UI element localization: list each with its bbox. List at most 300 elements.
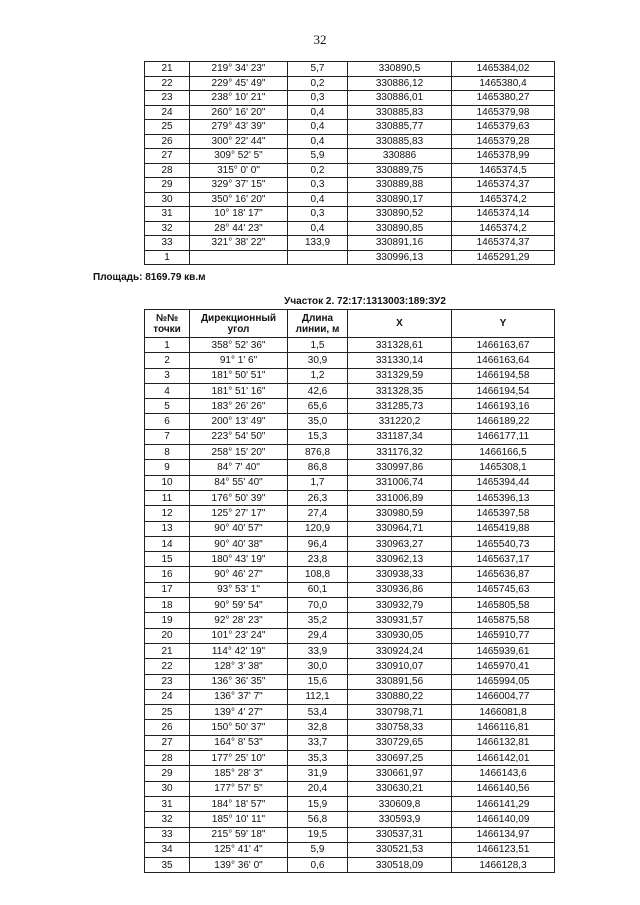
- point-number-cell: 12: [145, 506, 190, 521]
- y-coordinate-cell: 1465397,58: [452, 506, 555, 521]
- bearing-cell: 350° 16' 20": [190, 192, 288, 207]
- line-length-cell: 0,3: [288, 207, 348, 222]
- line-length-cell: 42,6: [288, 383, 348, 398]
- point-number-cell: 5: [145, 399, 190, 414]
- table-row: [145, 720, 555, 735]
- y-coordinate-cell: 1466134,97: [452, 827, 555, 842]
- y-coordinate-cell: 1466140,09: [452, 812, 555, 827]
- x-coordinate-cell: 330889,88: [348, 178, 452, 193]
- x-coordinate-cell: 330891,56: [348, 674, 452, 689]
- area-label: Площадь: 8169.79 кв.м: [93, 272, 206, 283]
- point-number-cell: 28: [145, 751, 190, 766]
- table-row: [145, 582, 555, 597]
- y-coordinate-cell: 1466123,51: [452, 842, 555, 857]
- line-length-cell: 15,3: [288, 429, 348, 444]
- x-coordinate-cell: 331328,61: [348, 338, 452, 353]
- table-row: [145, 383, 555, 398]
- point-number-cell: 26: [145, 134, 190, 149]
- line-length-cell: 27,4: [288, 506, 348, 521]
- bearing-cell: 177° 25' 10": [190, 751, 288, 766]
- header-point-number: [145, 310, 190, 338]
- point-number-cell: 10: [145, 475, 190, 490]
- y-coordinate-cell: 1465910,77: [452, 628, 555, 643]
- point-number-cell: 1: [145, 338, 190, 353]
- y-coordinate-cell: 1466141,29: [452, 796, 555, 811]
- x-coordinate-cell: 330936,86: [348, 582, 452, 597]
- table-row: [145, 490, 555, 505]
- point-number-cell: 33: [145, 236, 190, 251]
- point-number-cell: 22: [145, 659, 190, 674]
- x-coordinate-cell: 330886,12: [348, 76, 452, 91]
- line-length-cell: 0,2: [288, 163, 348, 178]
- line-length-cell: 5,9: [288, 149, 348, 164]
- y-coordinate-cell: 1465419,88: [452, 521, 555, 536]
- bearing-cell: 321° 38' 22": [190, 236, 288, 251]
- y-coordinate-cell: 1465994,05: [452, 674, 555, 689]
- table-row: [145, 399, 555, 414]
- point-number-cell: 28: [145, 163, 190, 178]
- point-number-cell: 16: [145, 567, 190, 582]
- y-coordinate-cell: 1466004,77: [452, 689, 555, 704]
- bearing-cell: 139° 36' 0": [190, 858, 288, 873]
- table-row: [145, 163, 555, 178]
- line-length-cell: 120,9: [288, 521, 348, 536]
- bearing-cell: 181° 51' 16": [190, 383, 288, 398]
- header-bearing: [190, 310, 288, 338]
- point-number-cell: 11: [145, 490, 190, 505]
- point-number-cell: 31: [145, 796, 190, 811]
- table-row: [145, 105, 555, 120]
- bearing-cell: 125° 27' 17": [190, 506, 288, 521]
- line-length-cell: 65,6: [288, 399, 348, 414]
- y-coordinate-cell: 1465378,99: [452, 149, 555, 164]
- x-coordinate-cell: 330798,71: [348, 705, 452, 720]
- bearing-cell: 279° 43' 39": [190, 120, 288, 135]
- x-coordinate-cell: 330963,27: [348, 536, 452, 551]
- header-text-line: угол: [227, 323, 250, 335]
- line-length-cell: 0,3: [288, 178, 348, 193]
- line-length-cell: 30,0: [288, 659, 348, 674]
- x-coordinate-cell: 330593,9: [348, 812, 452, 827]
- table-row: [145, 705, 555, 720]
- bearing-cell: 10° 18' 17": [190, 207, 288, 222]
- y-coordinate-cell: 1465291,29: [452, 250, 555, 265]
- x-coordinate-cell: 331285,73: [348, 399, 452, 414]
- y-coordinate-cell: 1466132,81: [452, 735, 555, 750]
- coordinates-table-plot-2: [144, 309, 555, 873]
- table-row: [145, 62, 555, 77]
- line-length-cell: 0,4: [288, 105, 348, 120]
- line-length-cell: 60,1: [288, 582, 348, 597]
- x-coordinate-cell: 330962,13: [348, 552, 452, 567]
- x-coordinate-cell: 330886,01: [348, 91, 452, 106]
- y-coordinate-cell: 1466163,67: [452, 338, 555, 353]
- point-number-cell: 22: [145, 76, 190, 91]
- table-row: [145, 613, 555, 628]
- line-length-cell: 32,8: [288, 720, 348, 735]
- table-row: [145, 521, 555, 536]
- x-coordinate-cell: 330930,05: [348, 628, 452, 643]
- line-length-cell: 35,3: [288, 751, 348, 766]
- y-coordinate-cell: 1466116,81: [452, 720, 555, 735]
- y-coordinate-cell: 1465875,58: [452, 613, 555, 628]
- table-row: [145, 236, 555, 251]
- y-coordinate-cell: 1465379,28: [452, 134, 555, 149]
- bearing-cell: 300° 22' 44": [190, 134, 288, 149]
- line-length-cell: 0,4: [288, 192, 348, 207]
- x-coordinate-cell: 330886: [348, 149, 452, 164]
- x-coordinate-cell: 330910,07: [348, 659, 452, 674]
- y-coordinate-cell: 1466193,16: [452, 399, 555, 414]
- line-length-cell: 1,5: [288, 338, 348, 353]
- x-coordinate-cell: 330609,8: [348, 796, 452, 811]
- table-row: [145, 567, 555, 582]
- y-coordinate-cell: 1465374,5: [452, 163, 555, 178]
- table-row: [145, 120, 555, 135]
- x-coordinate-cell: 330880,22: [348, 689, 452, 704]
- x-coordinate-cell: 330932,79: [348, 598, 452, 613]
- point-number-cell: 14: [145, 536, 190, 551]
- line-length-cell: 108,8: [288, 567, 348, 582]
- line-length-cell: 15,9: [288, 796, 348, 811]
- line-length-cell: 35,2: [288, 613, 348, 628]
- y-coordinate-cell: 1465384,02: [452, 62, 555, 77]
- x-coordinate-cell: 330758,33: [348, 720, 452, 735]
- x-coordinate-cell: 330889,75: [348, 163, 452, 178]
- table-row: [145, 475, 555, 490]
- bearing-cell: 128° 3' 38": [190, 659, 288, 674]
- y-coordinate-cell: 1465970,41: [452, 659, 555, 674]
- x-coordinate-cell: 331330,14: [348, 353, 452, 368]
- table-row: [145, 827, 555, 842]
- table-row: [145, 353, 555, 368]
- x-coordinate-cell: 330980,59: [348, 506, 452, 521]
- table-row: [145, 368, 555, 383]
- line-length-cell: 30,9: [288, 353, 348, 368]
- bearing-cell: 91° 1' 6": [190, 353, 288, 368]
- line-length-cell: 35,0: [288, 414, 348, 429]
- x-coordinate-cell: 330885,77: [348, 120, 452, 135]
- y-coordinate-cell: 1465374,2: [452, 192, 555, 207]
- table-row: [145, 796, 555, 811]
- line-length-cell: 0,4: [288, 134, 348, 149]
- table-row: [145, 598, 555, 613]
- header-line-length: [288, 310, 348, 338]
- bearing-cell: 183° 26' 26": [190, 399, 288, 414]
- table-row: [145, 536, 555, 551]
- point-number-cell: 34: [145, 842, 190, 857]
- y-coordinate-cell: 1466177,11: [452, 429, 555, 444]
- point-number-cell: 17: [145, 582, 190, 597]
- bearing-cell: 28° 44' 23": [190, 221, 288, 236]
- table-row: [145, 207, 555, 222]
- point-number-cell: 15: [145, 552, 190, 567]
- line-length-cell: 33,9: [288, 643, 348, 658]
- bearing-cell: 181° 50' 51": [190, 368, 288, 383]
- x-coordinate-cell: 330890,52: [348, 207, 452, 222]
- y-coordinate-cell: 1465308,1: [452, 460, 555, 475]
- table-row: [145, 552, 555, 567]
- table-row: [145, 506, 555, 521]
- line-length-cell: 53,4: [288, 705, 348, 720]
- bearing-cell: 90° 40' 38": [190, 536, 288, 551]
- y-coordinate-cell: 1465374,37: [452, 178, 555, 193]
- x-coordinate-cell: 331187,34: [348, 429, 452, 444]
- bearing-cell: 315° 0' 0": [190, 163, 288, 178]
- table-row: [145, 445, 555, 460]
- y-coordinate-cell: 1466166,5: [452, 445, 555, 460]
- point-number-cell: 21: [145, 62, 190, 77]
- x-coordinate-cell: 330931,57: [348, 613, 452, 628]
- bearing-cell: 258° 15' 20": [190, 445, 288, 460]
- y-coordinate-cell: 1465374,14: [452, 207, 555, 222]
- line-length-cell: 15,6: [288, 674, 348, 689]
- point-number-cell: 32: [145, 221, 190, 236]
- y-coordinate-cell: 1465540,73: [452, 536, 555, 551]
- page-number: 32: [313, 32, 327, 47]
- line-length-cell: [288, 250, 348, 265]
- table-row: [145, 643, 555, 658]
- table-row: [145, 674, 555, 689]
- bearing-cell: 164° 8' 53": [190, 735, 288, 750]
- table-row: [145, 751, 555, 766]
- y-coordinate-cell: 1465380,4: [452, 76, 555, 91]
- x-coordinate-cell: 330964,71: [348, 521, 452, 536]
- line-length-cell: 876,8: [288, 445, 348, 460]
- bearing-cell: 260° 16' 20": [190, 105, 288, 120]
- bearing-cell: 185° 10' 11": [190, 812, 288, 827]
- y-coordinate-cell: 1465939,61: [452, 643, 555, 658]
- table-row: [145, 659, 555, 674]
- point-number-cell: 21: [145, 643, 190, 658]
- table-row: [145, 628, 555, 643]
- header-y: [452, 310, 555, 338]
- point-number-cell: 18: [145, 598, 190, 613]
- header-text-line: Y: [499, 318, 507, 329]
- bearing-cell: 176° 50' 39": [190, 490, 288, 505]
- x-coordinate-cell: 330890,85: [348, 221, 452, 236]
- point-number-cell: 7: [145, 429, 190, 444]
- section-title: Участок 2. 72:17:1313003:189:ЗУ2: [284, 296, 446, 307]
- line-length-cell: 0,4: [288, 120, 348, 135]
- bearing-cell: [190, 250, 288, 265]
- table-row: [145, 781, 555, 796]
- x-coordinate-cell: 330537,31: [348, 827, 452, 842]
- bearing-cell: 219° 34' 23": [190, 62, 288, 77]
- bearing-cell: 90° 59' 54": [190, 598, 288, 613]
- y-coordinate-cell: 1466194,54: [452, 383, 555, 398]
- bearing-cell: 238° 10' 21": [190, 91, 288, 106]
- point-number-cell: 33: [145, 827, 190, 842]
- table-row: [145, 134, 555, 149]
- table-row: [145, 91, 555, 106]
- bearing-cell: 93° 53' 1": [190, 582, 288, 597]
- table-row: [145, 414, 555, 429]
- y-coordinate-cell: 1466194,58: [452, 368, 555, 383]
- table-row: [145, 149, 555, 164]
- bearing-cell: 90° 46' 27": [190, 567, 288, 582]
- point-number-cell: 27: [145, 149, 190, 164]
- x-coordinate-cell: 330661,97: [348, 766, 452, 781]
- point-number-cell: 24: [145, 689, 190, 704]
- table-row: [145, 250, 555, 265]
- y-coordinate-cell: 1465379,63: [452, 120, 555, 135]
- point-number-cell: 1: [145, 250, 190, 265]
- bearing-cell: 84° 55' 40": [190, 475, 288, 490]
- line-length-cell: 0,4: [288, 221, 348, 236]
- point-number-cell: 13: [145, 521, 190, 536]
- x-coordinate-cell: 330996,13: [348, 250, 452, 265]
- header-text-line: точки: [153, 323, 181, 335]
- bearing-cell: 125° 41' 4": [190, 842, 288, 857]
- x-coordinate-cell: 331176,32: [348, 445, 452, 460]
- line-length-cell: 0,6: [288, 858, 348, 873]
- line-length-cell: 1,7: [288, 475, 348, 490]
- x-coordinate-cell: 331329,59: [348, 368, 452, 383]
- x-coordinate-cell: 331006,89: [348, 490, 452, 505]
- y-coordinate-cell: 1465637,17: [452, 552, 555, 567]
- bearing-cell: 180° 43' 19": [190, 552, 288, 567]
- bearing-cell: 184° 18' 57": [190, 796, 288, 811]
- y-coordinate-cell: 1465745,63: [452, 582, 555, 597]
- y-coordinate-cell: 1466163,64: [452, 353, 555, 368]
- bearing-cell: 150° 50' 37": [190, 720, 288, 735]
- line-length-cell: 29,4: [288, 628, 348, 643]
- line-length-cell: 133,9: [288, 236, 348, 251]
- y-coordinate-cell: 1465380,27: [452, 91, 555, 106]
- point-number-cell: 8: [145, 445, 190, 460]
- y-coordinate-cell: 1465805,58: [452, 598, 555, 613]
- bearing-cell: 223° 54' 50": [190, 429, 288, 444]
- bearing-cell: 101° 23' 24": [190, 628, 288, 643]
- x-coordinate-cell: 330729,65: [348, 735, 452, 750]
- bearing-cell: 185° 28' 3": [190, 766, 288, 781]
- point-number-cell: 2: [145, 353, 190, 368]
- table-header-row: [145, 310, 555, 338]
- line-length-cell: 112,1: [288, 689, 348, 704]
- x-coordinate-cell: 330938,33: [348, 567, 452, 582]
- table-row: [145, 858, 555, 873]
- y-coordinate-cell: 1465374,2: [452, 221, 555, 236]
- bearing-cell: 92° 28' 23": [190, 613, 288, 628]
- x-coordinate-cell: 331328,35: [348, 383, 452, 398]
- bearing-cell: 358° 52' 36": [190, 338, 288, 353]
- line-length-cell: 23,8: [288, 552, 348, 567]
- line-length-cell: 31,9: [288, 766, 348, 781]
- x-coordinate-cell: 330885,83: [348, 105, 452, 120]
- point-number-cell: 23: [145, 674, 190, 689]
- point-number-cell: 9: [145, 460, 190, 475]
- x-coordinate-cell: 330890,17: [348, 192, 452, 207]
- x-coordinate-cell: 330997,86: [348, 460, 452, 475]
- x-coordinate-cell: 330518,09: [348, 858, 452, 873]
- table-row: [145, 338, 555, 353]
- point-number-cell: 30: [145, 781, 190, 796]
- table-row: [145, 842, 555, 857]
- bearing-cell: 136° 36' 35": [190, 674, 288, 689]
- header-text-line: Длина: [301, 312, 334, 324]
- point-number-cell: 26: [145, 720, 190, 735]
- y-coordinate-cell: 1466189,22: [452, 414, 555, 429]
- y-coordinate-cell: 1465394,44: [452, 475, 555, 490]
- point-number-cell: 25: [145, 705, 190, 720]
- point-number-cell: 6: [145, 414, 190, 429]
- bearing-cell: 139° 4' 27": [190, 705, 288, 720]
- table-row: [145, 460, 555, 475]
- bearing-cell: 114° 42' 19": [190, 643, 288, 658]
- table-row: [145, 221, 555, 236]
- point-number-cell: 23: [145, 91, 190, 106]
- table-row: [145, 689, 555, 704]
- line-length-cell: 5,9: [288, 842, 348, 857]
- bearing-cell: 329° 37' 15": [190, 178, 288, 193]
- line-length-cell: 1,2: [288, 368, 348, 383]
- y-coordinate-cell: 1466143,6: [452, 766, 555, 781]
- line-length-cell: 96,4: [288, 536, 348, 551]
- line-length-cell: 0,2: [288, 76, 348, 91]
- bearing-cell: 84° 7' 40": [190, 460, 288, 475]
- bearing-cell: 200° 13' 49": [190, 414, 288, 429]
- coordinates-table-continued: [144, 61, 555, 265]
- bearing-cell: 136° 37' 7": [190, 689, 288, 704]
- point-number-cell: 31: [145, 207, 190, 222]
- x-coordinate-cell: 330885,83: [348, 134, 452, 149]
- y-coordinate-cell: 1465396,13: [452, 490, 555, 505]
- point-number-cell: 35: [145, 858, 190, 873]
- line-length-cell: 86,8: [288, 460, 348, 475]
- point-number-cell: 19: [145, 613, 190, 628]
- y-coordinate-cell: 1465379,98: [452, 105, 555, 120]
- line-length-cell: 26,3: [288, 490, 348, 505]
- header-x: [348, 310, 452, 338]
- y-coordinate-cell: 1465374,37: [452, 236, 555, 251]
- table-row: [145, 178, 555, 193]
- header-text-line: X: [396, 318, 403, 329]
- point-number-cell: 29: [145, 178, 190, 193]
- x-coordinate-cell: 331006,74: [348, 475, 452, 490]
- table-row: [145, 766, 555, 781]
- point-number-cell: 3: [145, 368, 190, 383]
- header-text-line: линии, м: [295, 323, 340, 335]
- bearing-cell: 215° 59' 18": [190, 827, 288, 842]
- y-coordinate-cell: 1466128,3: [452, 858, 555, 873]
- point-number-cell: 24: [145, 105, 190, 120]
- x-coordinate-cell: 330521,53: [348, 842, 452, 857]
- header-text-line: №№: [155, 312, 179, 324]
- point-number-cell: 32: [145, 812, 190, 827]
- point-number-cell: 30: [145, 192, 190, 207]
- x-coordinate-cell: 330890,5: [348, 62, 452, 77]
- point-number-cell: 4: [145, 383, 190, 398]
- y-coordinate-cell: 1465636,87: [452, 567, 555, 582]
- x-coordinate-cell: 331220,2: [348, 414, 452, 429]
- bearing-cell: 177° 57' 5": [190, 781, 288, 796]
- x-coordinate-cell: 330891,16: [348, 236, 452, 251]
- bearing-cell: 309° 52' 5": [190, 149, 288, 164]
- x-coordinate-cell: 330697,25: [348, 751, 452, 766]
- line-length-cell: 19,5: [288, 827, 348, 842]
- x-coordinate-cell: 330630,21: [348, 781, 452, 796]
- point-number-cell: 25: [145, 120, 190, 135]
- x-coordinate-cell: 330924,24: [348, 643, 452, 658]
- point-number-cell: 27: [145, 735, 190, 750]
- line-length-cell: 70,0: [288, 598, 348, 613]
- line-length-cell: 5,7: [288, 62, 348, 77]
- y-coordinate-cell: 1466081,8: [452, 705, 555, 720]
- point-number-cell: 29: [145, 766, 190, 781]
- bearing-cell: 229° 45' 49": [190, 76, 288, 91]
- line-length-cell: 56,8: [288, 812, 348, 827]
